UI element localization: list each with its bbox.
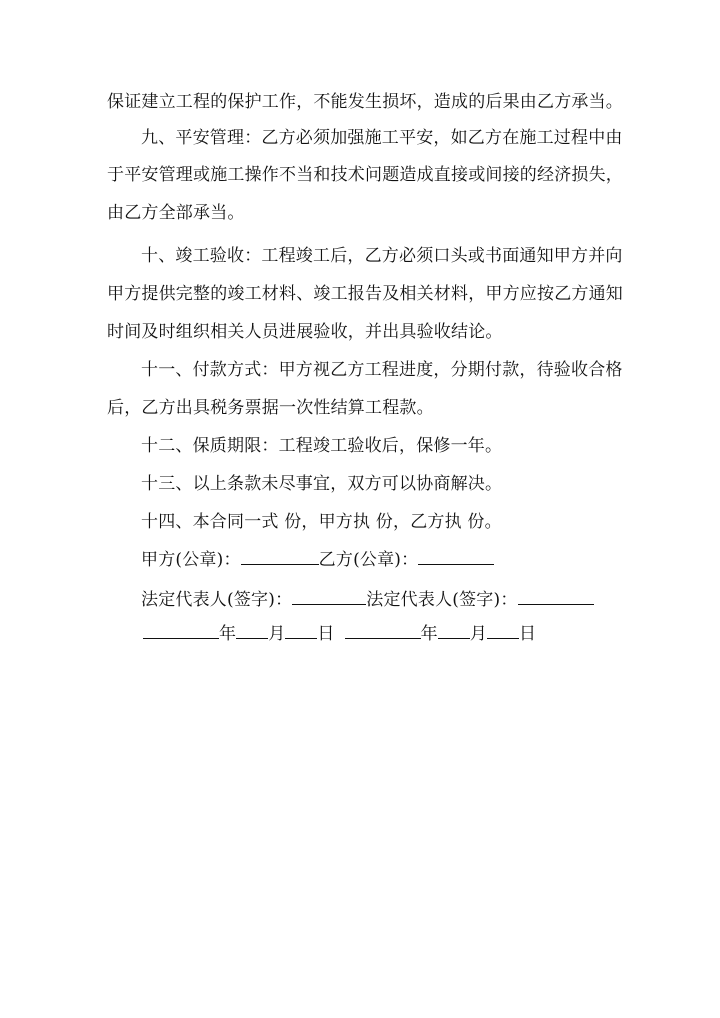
paragraph-line: 十二、保质期限：工程竣工验收后，保修一年。 — [141, 436, 503, 456]
paragraph-line: 九、平安管理：乙方必须加强施工平安，如乙方在施工过程中由 — [141, 128, 623, 148]
date-a-year-blank[interactable] — [143, 621, 219, 639]
date-a-day-blank[interactable] — [285, 621, 317, 639]
month-label: 月 — [268, 624, 286, 644]
seal-line — [141, 542, 494, 579]
paragraph-line: 十四、本合同一式 份，甲方执 份，乙方执 份。 — [141, 512, 502, 532]
year-label: 年 — [420, 624, 438, 644]
rep-b-label: 法定代表人(签字)： — [366, 590, 518, 610]
paragraph-line: 十、竣工验收：工程竣工后，乙方必须口头或书面通知甲方并向 — [141, 246, 623, 266]
date-b-month-blank[interactable] — [438, 621, 470, 639]
month-label: 月 — [469, 624, 488, 644]
paragraph-line: 于平安管理或施工操作不当和技术问题造成直接或间接的经济损失， — [107, 165, 623, 185]
party-a-seal-blank[interactable] — [241, 547, 319, 565]
paragraph-line: 后，乙方出具税务票据一次性结算工程款。 — [107, 398, 434, 418]
paragraph-line: 时间及时组织相关人员进展验收，并出具验收结论。 — [107, 322, 503, 342]
paragraph-line: 甲方提供完整的竣工材料、竣工报告及相关材料，甲方应按乙方通知 — [107, 284, 623, 304]
rep-a-blank[interactable] — [292, 587, 366, 605]
paragraph-line: 由乙方全部承当。 — [107, 203, 245, 223]
paragraph-line: 十三、以上条款未尽事宜，双方可以协商解决。 — [141, 474, 503, 494]
party-b-seal-label: 乙方(公章)： — [318, 550, 419, 570]
date-b-year-blank[interactable] — [345, 621, 421, 639]
paragraph-line: 十一、付款方式：甲方视乙方工程进度，分期付款，待验收合格 — [141, 360, 623, 380]
year-label: 年 — [219, 624, 237, 644]
party-a-seal-label: 甲方(公章)： — [141, 550, 241, 570]
rep-a-label: 法定代表人(签字)： — [141, 590, 293, 610]
rep-b-blank[interactable] — [518, 587, 594, 605]
day-label: 日 — [519, 624, 537, 644]
date-a-month-blank[interactable] — [236, 621, 268, 639]
party-b-seal-blank[interactable] — [418, 547, 494, 565]
representative-line — [141, 582, 594, 619]
date-line — [143, 616, 536, 653]
paragraph-line: 保证建立工程的保护工作，不能发生损坏，造成的后果由乙方承当。 — [107, 92, 623, 112]
date-b-day-blank[interactable] — [487, 621, 519, 639]
day-label: 日 — [317, 624, 335, 644]
